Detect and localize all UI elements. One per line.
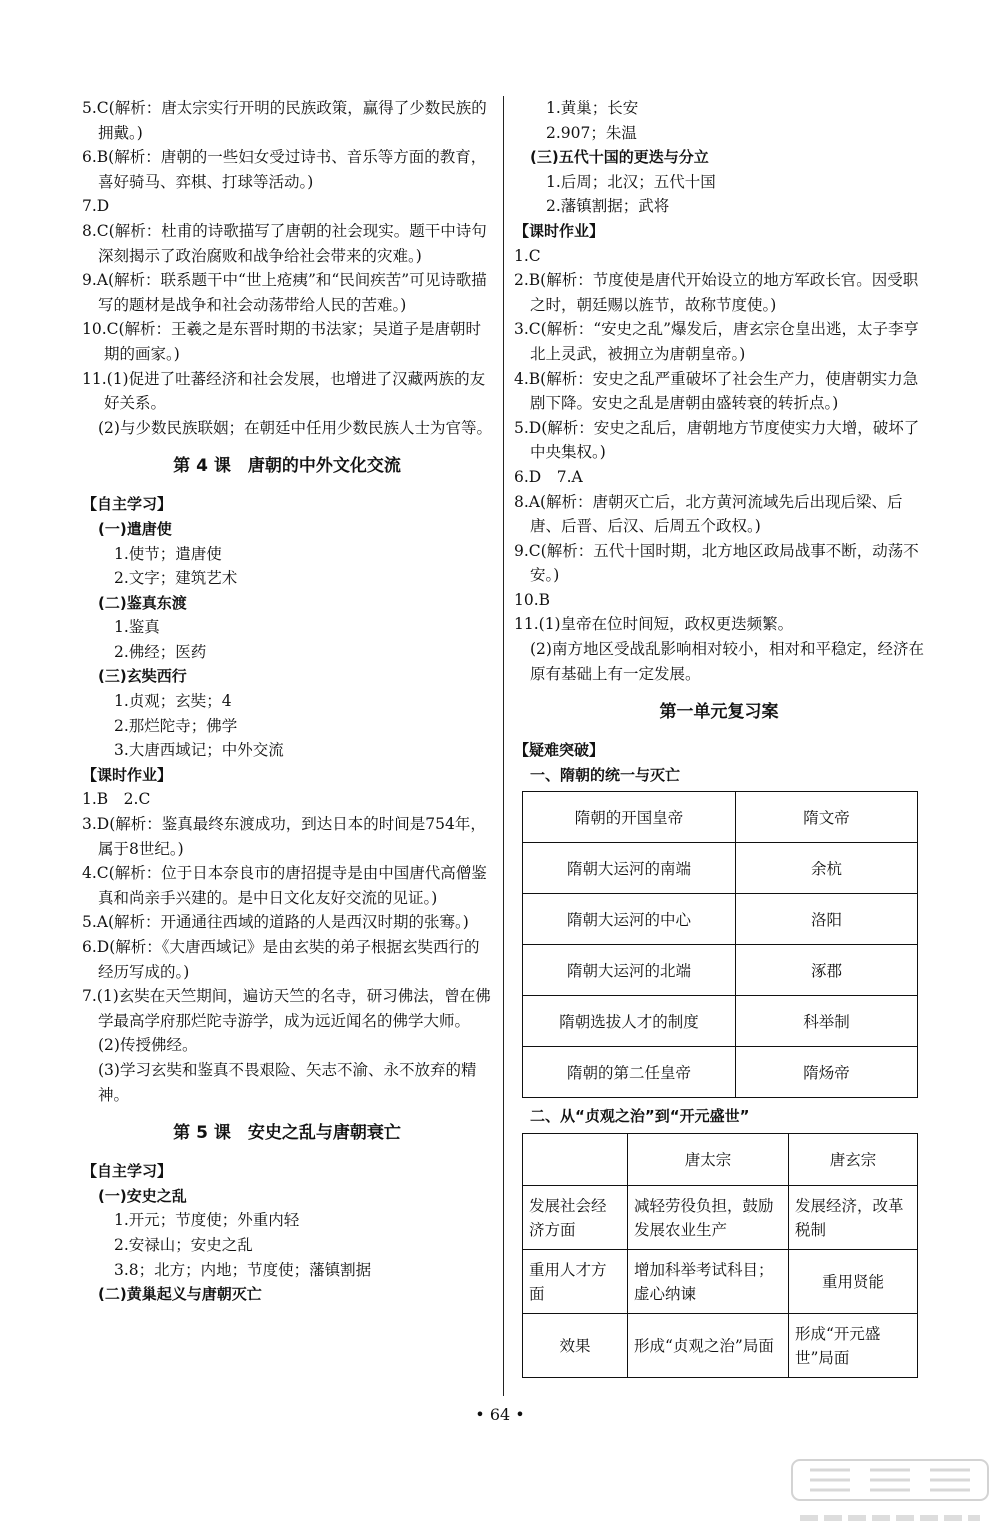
section-yinan: 【疑难突破】 [514, 741, 605, 760]
answer-9: 9.A(解析：联系题干中“世上疮痍”和“民间疾苦”可见诗歌描写的题材是战争和社会动荡带给人民的苦难。) [82, 271, 487, 314]
table-cell: 隋朝选拔人才的制度 [523, 996, 736, 1047]
page-number: • 64 • [475, 1405, 525, 1424]
lesson-4-title: 第 4 课 唐朝的中外文化交流 [173, 456, 401, 477]
item: 2.安禄山；安史之乱 [114, 1235, 253, 1254]
table-row [523, 1186, 918, 1250]
table-cell: 隋文帝 [736, 792, 918, 843]
subsection-1: (一)遣唐使 [98, 519, 172, 538]
table-2-heading: 二、从“贞观之治”到“开元盛世” [530, 1107, 750, 1126]
answer-8: 8.C(解析：杜甫的诗歌描写了唐朝的社会现实。题干中诗句深刻揭示了政治腐败和战争给社会带来的灾难。) [82, 221, 487, 265]
subsection-2: (二)黄巢起义与唐朝灭亡 [98, 1285, 262, 1304]
item: 1.贞观；玄奘；4 [114, 692, 232, 711]
section-keshi: 【课时作业】 [514, 221, 605, 240]
table-row [523, 894, 918, 945]
item: 2.藩镇割据；武将 [546, 197, 670, 216]
answer-3: 3.C(解析：“安史之乱”爆发后，唐玄宗仓皇出逃，太子李亨北上灵武，被拥立为唐朝皇帝。) [514, 320, 920, 363]
table-row [523, 1047, 918, 1098]
answer-8: 8.A(解析：唐朝灭亡后，北方黄河流域先后出现后梁、后唐、后晋、后汉、后周五个政权。) [514, 492, 903, 536]
table-cell: 增加科举考试科目；虚心纳谏 [628, 1250, 789, 1314]
table-cell: 隋朝的第二任皇帝 [523, 1047, 736, 1098]
table-1-heading: 一、隋朝的统一与灭亡 [530, 765, 681, 784]
table-cell: 重用贤能 [789, 1250, 918, 1314]
answer-5: 5.A(解析：开通通往西域的道路的人是西汉时期的张骞。) [82, 913, 469, 932]
answer-7: 7.D [82, 197, 110, 216]
table-row [523, 843, 918, 894]
table-header-row [523, 1134, 918, 1186]
section-zizhu: 【自主学习】 [82, 495, 173, 514]
answer-4: 4.B(解析：安史之乱严重破坏了社会生产力，使唐朝实力急剧下降。安史之乱是唐朝由盛转衰的转折点。) [514, 369, 919, 413]
answer-11-1: 11.(1)促进了吐蕃经济和社会发展，也增进了汉藏两族的友好关系。 [82, 369, 486, 413]
subsection-3: (三)玄奘西行 [98, 667, 187, 686]
right-column [514, 96, 924, 1384]
section-keshi: 【课时作业】 [82, 765, 173, 784]
answer-4: 4.C(解析：位于日本奈良市的唐招提寺是由中国唐代高僧鉴真和尚亲手兴建的。是中日文化友好交流的见证。) [82, 864, 487, 907]
sui-dynasty-table [522, 791, 918, 1098]
table-cell: 隋朝大运河的中心 [523, 894, 736, 945]
table-cell: 余杭 [736, 843, 918, 894]
column-divider [503, 96, 504, 1396]
answer-7-3: (3)学习玄奘和鉴真不畏艰险、矢志不渝、永不放弃的精神。 [98, 1060, 477, 1104]
table-row [523, 1314, 918, 1378]
table-cell: 隋炀帝 [736, 1047, 918, 1098]
answer-7-2: (2)传授佛经。 [98, 1036, 198, 1055]
table-row [523, 996, 918, 1047]
unit-review-title: 第一单元复习案 [659, 702, 779, 723]
item: 2.文字；建筑艺术 [114, 569, 238, 588]
section-zizhu: 【自主学习】 [82, 1162, 173, 1181]
item: 2.那烂陀寺；佛学 [114, 716, 238, 735]
answer-11-1: 11.(1)皇帝在位时间短，政权更迭频繁。 [514, 615, 794, 634]
table-header-cell: 唐太宗 [628, 1134, 789, 1186]
table-cell: 减轻劳役负担，鼓励发展农业生产 [628, 1186, 789, 1250]
table-cell: 形成“开元盛世”局面 [789, 1314, 918, 1378]
table-cell: 洛阳 [736, 894, 918, 945]
answer-7-1: 7.(1)玄奘在天竺期间，遍访天竺的名寺，研习佛法，曾在佛学最高学府那烂陀寺游学，成为远近闻名的佛学大师。 [82, 987, 491, 1030]
answer-9: 9.C(解析：五代十国时期，北方地区政局战事不断，动荡不安。) [514, 541, 919, 585]
item: 1.开元；节度使；外重内轻 [114, 1211, 300, 1230]
table-header-cell: 唐玄宗 [789, 1134, 918, 1186]
table-cell: 重用人才方面 [523, 1250, 628, 1314]
table-cell: 形成“贞观之治”局面 [628, 1314, 789, 1378]
answer-11-2: (2)南方地区受战乱影响相对较小，相对和平稳定，经济在原有基础上有一定发展。 [530, 640, 924, 683]
answer-10: 10.C(解析：王羲之是东晋时期的书法家；吴道子是唐朝时期的画家。) [82, 320, 482, 363]
zhenguan-kaiyuan-table [522, 1133, 918, 1378]
table-cell: 效果 [523, 1314, 628, 1378]
answer-5: 5.D(解析：安史之乱后，唐朝地方节度使实力大增，破坏了中央集权。) [514, 418, 920, 462]
answer-6-7: 6.D 7.A [514, 467, 583, 486]
item: 3.8；北方；内地；节度使；藩镇割据 [114, 1260, 372, 1279]
answer-3: 3.D(解析：鉴真最终东渡成功，到达日本的时间是754年，属于8世纪。) [82, 815, 486, 858]
table-cell: 涿郡 [736, 945, 918, 996]
answer-6: 6.B(解析：唐朝的一些妇女受过诗书、音乐等方面的教育，喜好骑马、弈棋、打球等活动。) [82, 148, 487, 191]
left-column [82, 96, 492, 1307]
watermark-logo [790, 1458, 990, 1528]
table-row [523, 945, 918, 996]
answer-6: 6.D(解析：《大唐西域记》是由玄奘的弟子根据玄奘西行的经历写成的。) [82, 938, 480, 981]
subsection-1: (一)安史之乱 [98, 1186, 187, 1205]
table-cell: 隋朝的开国皇帝 [523, 792, 736, 843]
table-row [523, 792, 918, 843]
item: 1.后周；北汉；五代十国 [546, 172, 716, 191]
table-cell: 隋朝大运河的北端 [523, 945, 736, 996]
table-cell: 发展经济，改革税制 [789, 1186, 918, 1250]
answer-10: 10.B [514, 590, 551, 609]
answer-2: 2.B(解析：节度使是唐代开始设立的地方军政长官。因受职之时，朝廷赐以旌节，故称节度使。) [514, 271, 919, 314]
item: 1.黄巢；长安 [546, 99, 639, 117]
answer-5: 5.C(解析：唐太宗实行开明的民族政策，赢得了少数民族的拥戴。) [82, 99, 487, 142]
table-row [523, 1250, 918, 1314]
answer-11-2: (2)与少数民族联姻；在朝廷中任用少数民族人士为官等。 [98, 418, 492, 437]
subsection-3: (三)五代十国的更迭与分立 [530, 148, 709, 167]
table-cell: 发展社会经济方面 [523, 1186, 628, 1250]
item: 2.907；朱温 [546, 123, 637, 142]
subsection-2: (二)鉴真东渡 [98, 593, 187, 612]
answer-1-2: 1.B 2.C [82, 790, 151, 809]
item: 1.鉴真 [114, 618, 160, 637]
answer-1: 1.C [514, 246, 541, 265]
lesson-5-title: 第 5 课 安史之乱与唐朝衰亡 [173, 1123, 401, 1144]
table-cell: 隋朝大运河的南端 [523, 843, 736, 894]
table-header-cell [523, 1134, 628, 1186]
item: 2.佛经；医药 [114, 642, 207, 661]
item: 3.大唐西域记；中外交流 [114, 741, 284, 760]
table-cell: 科举制 [736, 996, 918, 1047]
item: 1.使节；遣唐使 [114, 544, 222, 563]
